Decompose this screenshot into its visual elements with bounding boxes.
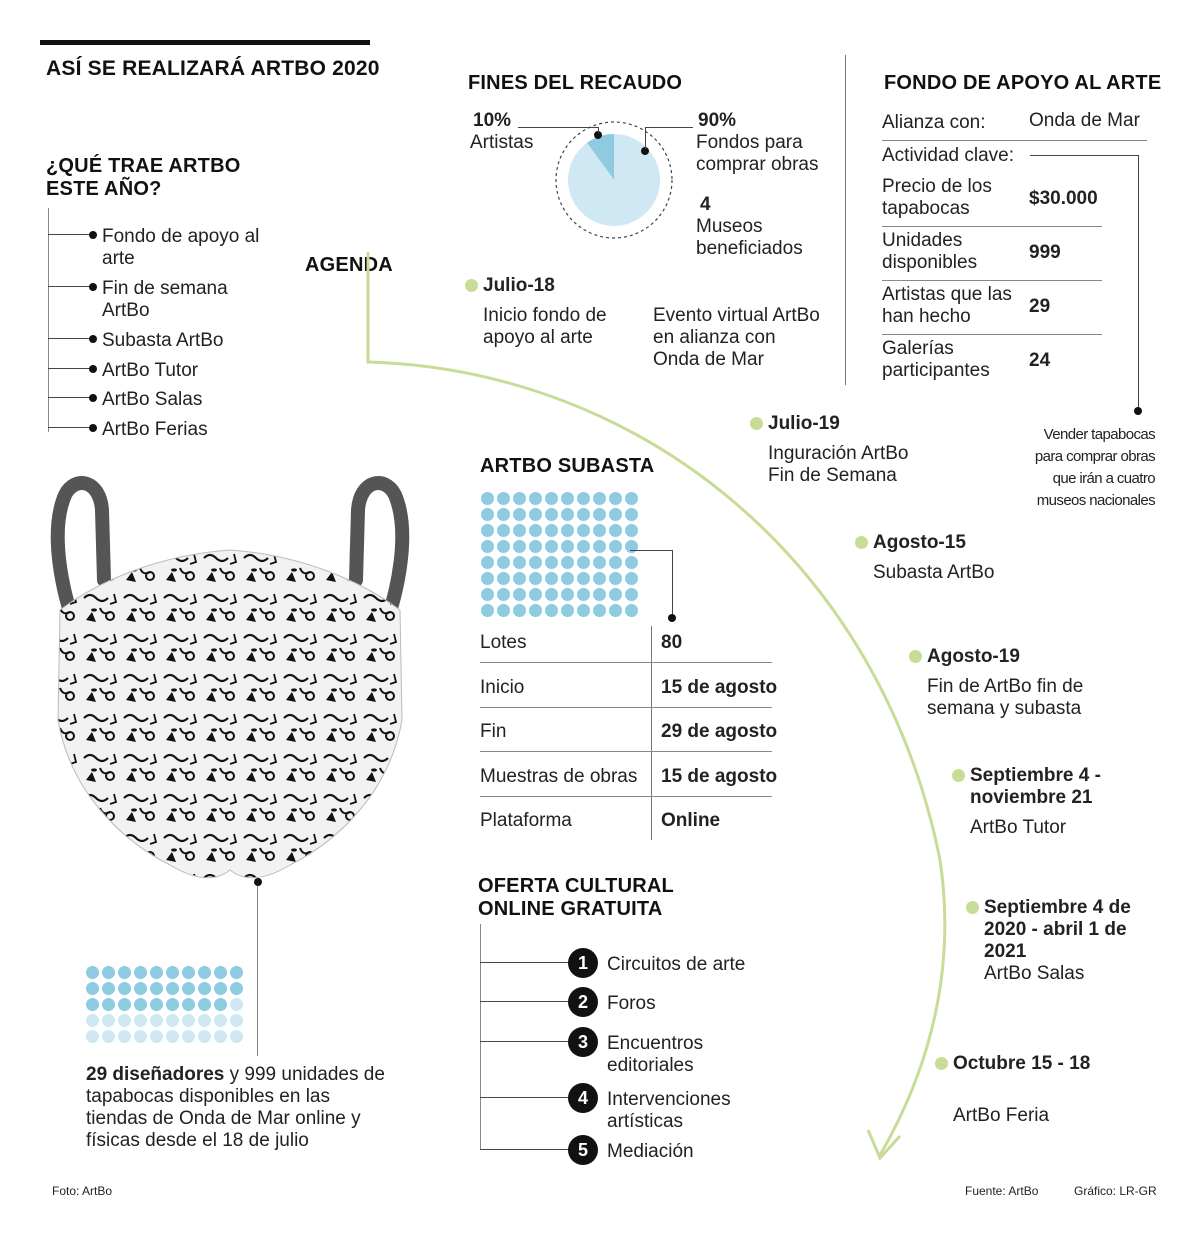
oferta-num-badge: 3 <box>568 1027 598 1057</box>
oferta-connector <box>480 1149 572 1150</box>
lote-dot <box>481 588 494 601</box>
agenda-event-date: Julio-19 <box>768 413 840 434</box>
lote-dot <box>593 604 606 617</box>
lote-dot <box>529 604 542 617</box>
fondo-row-label: Artistas que las han hecho <box>882 284 1012 327</box>
lote-dot <box>609 492 622 505</box>
fondo-row-value: $30.000 <box>1029 188 1098 209</box>
agenda-event-date: Agosto-19 <box>927 646 1020 667</box>
fines-museos-label: Museos beneficiados <box>696 216 803 259</box>
lote-dot <box>577 524 590 537</box>
oferta-connector <box>480 1097 572 1098</box>
lote-dot <box>609 508 622 521</box>
lote-dot <box>577 604 590 617</box>
agenda-event-desc: Fin de ArtBo fin de semana y subasta <box>927 676 1084 719</box>
oferta-num-badge: 1 <box>568 948 598 978</box>
agenda-event-dot <box>909 650 922 663</box>
agenda-event-desc: ArtBo Feria <box>953 1105 1050 1126</box>
lote-dot <box>561 556 574 569</box>
lote-dot <box>625 508 638 521</box>
subasta-table-divider <box>651 626 652 840</box>
oferta-connector <box>480 1001 572 1002</box>
subasta-row-rule <box>480 662 772 663</box>
oferta-item-label: Intervenciones artísticas <box>607 1089 731 1132</box>
lote-dot <box>513 524 526 537</box>
lote-dot <box>529 524 542 537</box>
lote-dot <box>609 540 622 553</box>
oferta-item-label: Foros <box>607 993 656 1014</box>
subasta-row-label: Plataforma <box>480 810 572 831</box>
fondo-row-value: 29 <box>1029 296 1051 317</box>
oferta-item-label: Mediación <box>607 1141 694 1162</box>
lote-dot <box>513 588 526 601</box>
lote-dot <box>545 508 558 521</box>
agenda-event-desc: Inicio fondo de apoyo al arte <box>483 305 607 348</box>
fondo-actividad-label: Actividad clave: <box>882 145 1015 166</box>
lote-dot <box>513 492 526 505</box>
subasta-row-value: 15 de agosto <box>661 765 778 787</box>
agenda-event-date: Septiembre 4 de 2020 - abril 1 de 2021 <box>984 897 1131 962</box>
subasta-heading: ARTBO SUBASTA <box>480 455 655 477</box>
lote-dot <box>497 572 510 585</box>
lotes-pointer-dot <box>668 614 676 622</box>
lote-dot <box>513 604 526 617</box>
lote-dot <box>497 588 510 601</box>
oferta-num-badge: 4 <box>568 1083 598 1113</box>
subasta-row-rule <box>480 796 772 797</box>
lote-dot <box>481 540 494 553</box>
lote-dot <box>497 556 510 569</box>
oferta-connector <box>480 962 572 963</box>
lote-dot <box>577 588 590 601</box>
lote-dot <box>529 588 542 601</box>
subasta-row-value: Online <box>661 810 721 831</box>
lote-dot <box>481 508 494 521</box>
fondo-row-value: 24 <box>1029 350 1051 371</box>
fondo-note: Vender tapabocas para comprar obras que irán a cuatro museos nacionales <box>1034 426 1155 509</box>
lote-dot <box>513 556 526 569</box>
lote-dot <box>609 604 622 617</box>
oferta-connector <box>480 1041 572 1042</box>
subasta-row-rule <box>480 751 772 752</box>
fondo-alianza-value: Onda de Mar <box>1029 110 1140 131</box>
que-trae-item: Fondo de apoyo al arte <box>102 226 260 269</box>
oferta-bracket <box>480 924 481 1150</box>
lote-dot <box>513 508 526 521</box>
lote-dot <box>513 572 526 585</box>
lote-dot <box>609 572 622 585</box>
fondo-alianza-label: Alianza con: <box>882 112 986 133</box>
lote-dot <box>593 492 606 505</box>
lote-dot <box>561 492 574 505</box>
agenda-event-dot <box>750 417 763 430</box>
lote-dot <box>625 524 638 537</box>
lote-dot <box>561 508 574 521</box>
lote-dot <box>545 604 558 617</box>
subasta-row-value: 29 de agosto <box>661 721 778 742</box>
subasta-row-rule <box>480 707 772 708</box>
lote-dot <box>561 604 574 617</box>
lote-dot <box>593 524 606 537</box>
lote-dot <box>577 508 590 521</box>
lote-dot <box>497 508 510 521</box>
agenda-event-desc: ArtBo Tutor <box>970 817 1067 838</box>
lote-dot <box>529 556 542 569</box>
subasta-row-value: 80 <box>661 632 683 653</box>
agenda-event-desc2: Evento virtual ArtBo en alianza con Onda de Mar <box>653 305 820 370</box>
lote-dot <box>577 540 590 553</box>
agenda-event-dot <box>952 769 965 782</box>
fondo-row-label: Precio de los tapabocas <box>882 176 992 219</box>
que-trae-item: Fin de semana ArtBo <box>102 278 228 321</box>
que-trae-item: ArtBo Ferias <box>102 419 208 440</box>
agenda-event-dot <box>966 901 979 914</box>
oferta-num-badge: 5 <box>568 1135 598 1165</box>
lote-dot <box>481 492 494 505</box>
agenda-event-desc: Inguración ArtBo Fin de Semana <box>768 443 909 486</box>
subasta-row-label: Fin <box>480 721 507 742</box>
agenda-event-dot <box>855 536 868 549</box>
disenadores-bold: 29 diseñadores <box>86 1064 225 1085</box>
lote-dot <box>481 604 494 617</box>
que-trae-item: ArtBo Tutor <box>102 360 199 381</box>
lote-dot <box>625 588 638 601</box>
oferta-item-label: Circuitos de arte <box>607 954 746 975</box>
fines-museos-num: 4 <box>700 194 711 215</box>
fines-left-label: Artistas <box>470 132 534 153</box>
fondo-row-label: Galerías participantes <box>882 338 990 381</box>
lote-dot <box>545 540 558 553</box>
lote-dot <box>561 540 574 553</box>
lote-dot <box>593 508 606 521</box>
lote-dot <box>625 604 638 617</box>
footer-grafico: Gráfico: LR-GR <box>1074 1184 1157 1198</box>
agenda-event-desc: Subasta ArtBo <box>873 562 995 583</box>
oferta-num-badge: 2 <box>568 987 598 1017</box>
subasta-row-label: Inicio <box>480 676 525 698</box>
lote-dot <box>609 524 622 537</box>
agenda-event-dot <box>465 279 478 292</box>
lote-dot <box>497 604 510 617</box>
lote-dot <box>545 524 558 537</box>
lotes-pointer-line <box>630 550 672 551</box>
lote-dot <box>561 572 574 585</box>
lote-dot <box>593 556 606 569</box>
lote-dot <box>545 492 558 505</box>
lote-dot <box>481 572 494 585</box>
lote-dot <box>513 540 526 553</box>
lote-dot <box>593 572 606 585</box>
que-trae-item: ArtBo Salas <box>102 389 203 410</box>
lote-dot <box>625 556 638 569</box>
lote-dot <box>497 492 510 505</box>
agenda-event-desc: ArtBo Salas <box>984 963 1085 984</box>
lote-dot <box>529 572 542 585</box>
footer-fuente: Fuente: ArtBo <box>965 1184 1039 1198</box>
lotes-pointer-vline <box>672 550 673 616</box>
lote-dot <box>593 540 606 553</box>
lote-dot <box>545 572 558 585</box>
fines-right-label: Fondos para comprar obras <box>696 132 819 175</box>
lote-dot <box>625 492 638 505</box>
que-trae-item: Subasta ArtBo <box>102 330 224 351</box>
lote-dot <box>577 556 590 569</box>
lote-dot <box>545 588 558 601</box>
lote-dot <box>609 556 622 569</box>
lote-dot <box>497 540 510 553</box>
lote-dot <box>545 556 558 569</box>
agenda-event-dot <box>935 1057 948 1070</box>
lote-dot <box>481 556 494 569</box>
disenadores-rest: y 999 unidades de tapabocas disponibles en las tiendas de Onda de Mar online y físicas desde el 18 de julio <box>86 1064 385 1151</box>
lote-dot <box>529 492 542 505</box>
subasta-row-value: 15 de agosto <box>661 676 778 698</box>
lote-dot <box>561 588 574 601</box>
oferta-item-label: Encuentros editoriales <box>607 1033 704 1076</box>
que-trae-heading: ¿QUÉ TRAE ARTBO ESTE AÑO? <box>46 155 241 200</box>
lote-dot <box>577 492 590 505</box>
lote-dot <box>593 588 606 601</box>
lote-dot <box>625 540 638 553</box>
agenda-event-date: Septiembre 4 - noviembre 21 <box>970 765 1101 808</box>
lote-dot <box>561 524 574 537</box>
lote-dot <box>529 540 542 553</box>
footer-foto: Foto: ArtBo <box>52 1184 113 1198</box>
subasta-row-label: Muestras de obras <box>480 765 638 787</box>
fines-left-pct: 10% <box>473 110 512 131</box>
lote-dot <box>577 572 590 585</box>
agenda-event-date: Agosto-15 <box>873 532 966 553</box>
agenda-heading: AGENDA <box>305 254 393 276</box>
lote-dot <box>609 588 622 601</box>
subasta-row-label: Lotes <box>480 632 527 653</box>
page-title: ASÍ SE REALIZARÁ ARTBO 2020 <box>46 57 380 80</box>
subasta-lotes-dot-grid <box>481 492 638 617</box>
fines-heading: FINES DEL RECAUDO <box>468 72 683 94</box>
lote-dot <box>625 572 638 585</box>
fondo-row-value: 999 <box>1029 242 1061 263</box>
fondo-row-label: Unidades disponibles <box>882 230 978 273</box>
oferta-heading: OFERTA CULTURAL ONLINE GRATUITA <box>478 875 674 920</box>
fines-right-pct: 90% <box>698 110 737 131</box>
lote-dot <box>497 524 510 537</box>
lote-dot <box>481 524 494 537</box>
lote-dot <box>529 508 542 521</box>
agenda-event-date: Octubre 15 - 18 <box>953 1053 1091 1074</box>
fondo-heading: FONDO DE APOYO AL ARTE <box>884 72 1162 94</box>
agenda-event-date: Julio-18 <box>483 275 555 296</box>
